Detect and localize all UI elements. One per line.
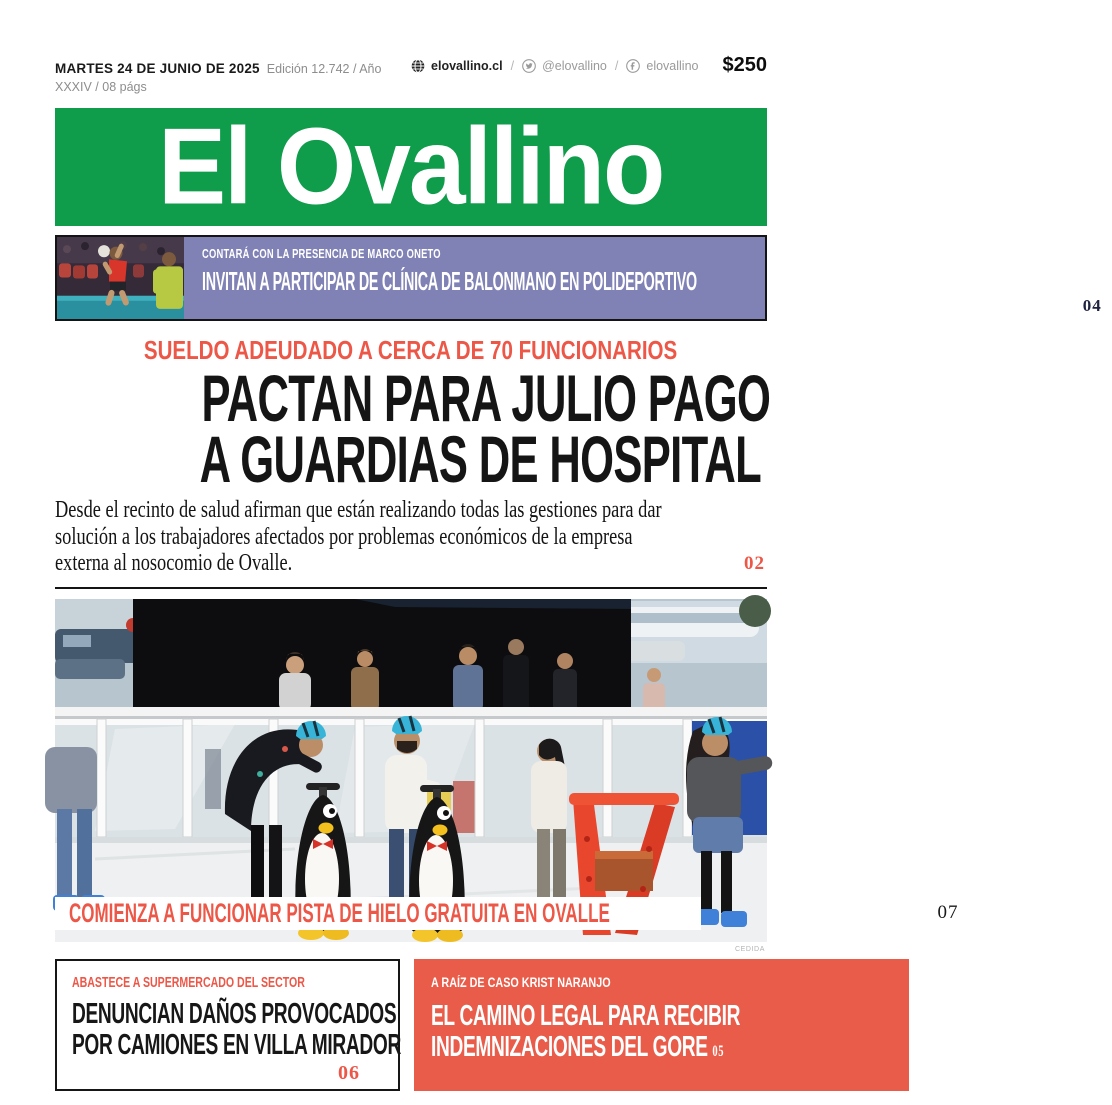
masthead: [55, 108, 767, 226]
photo-caption-text: COMIENZA A FUNCIONAR PISTA DE HIELO GRATUITA EN OVALLE: [69, 897, 610, 928]
masthead-title: El Ovallino: [158, 106, 664, 227]
lead-headline-line1: PACTAN PARA JULIO PAGO: [201, 360, 771, 435]
separator: /: [614, 58, 619, 73]
story-headline-line2: POR CAMIONES EN VILLA MIRADOR: [72, 1028, 401, 1061]
banner-body: [184, 237, 1112, 319]
handball-photo: [57, 237, 184, 319]
lead-headline: [55, 360, 771, 496]
story-kicker: A RAÍZ DE CASO KRIST NARANJO: [431, 974, 611, 990]
deck-line: Desde el recinto de salud afirman que están realizando todas las gestiones para dar: [55, 496, 662, 524]
story-villa-mirador: [55, 959, 400, 1091]
divider-rule: [55, 587, 767, 589]
price: $250: [722, 54, 767, 76]
photo-page-number: 07: [937, 902, 959, 924]
story-headline-line1: DENUNCIAN DAÑOS PROVOCADOS: [72, 997, 397, 1030]
photo-caption: [55, 897, 959, 930]
banner-kicker: CONTARÁ CON LA PRESENCIA DE MARCO ONETO: [202, 245, 441, 261]
facebook-icon: [626, 59, 640, 73]
twitter-handle: @elovallino: [542, 58, 607, 73]
facebook-handle: elovallino: [646, 58, 699, 73]
story-headline: [72, 997, 401, 1061]
story-page-number: 05: [712, 1042, 725, 1060]
deck-line: externa al nosocomio de Ovalle.: [55, 549, 293, 577]
topbar-right: [411, 54, 767, 77]
story-page-number: 06: [338, 1061, 360, 1084]
lead-deck: [55, 497, 767, 576]
story-kicker: ABASTECE A SUPERMERCADO DEL SECTOR: [72, 974, 305, 991]
lead-headline-line2: A GUARDIAS DE HOSPITAL: [199, 421, 762, 496]
bottom-stories: [55, 959, 767, 1091]
edition-info: Edición 12.742 / Año XXXIV / 08 págs: [55, 61, 382, 94]
banner-headline: INVITAN A PARTICIPAR DE CLÍNICA DE BALONMANO EN POLIDEPORTIVO: [202, 265, 697, 296]
twitter-icon: [522, 59, 536, 73]
lead-story: [55, 334, 771, 577]
banner-page-number: 04: [1082, 295, 1102, 315]
website-url: elovallino.cl: [431, 58, 503, 73]
story-headline-line1: EL CAMINO LEGAL PARA RECIBIR: [431, 999, 741, 1032]
story-headline-line2: INDEMNIZACIONES DEL GORE 05: [431, 1030, 725, 1063]
issue-info: [55, 60, 411, 96]
photo-credit: CEDIDA: [734, 945, 765, 953]
story-gore-indemnizaciones: [414, 959, 909, 1091]
deck-line: solución a los trabajadores afectados por problemas económicos de la empresa: [55, 522, 633, 550]
separator: /: [510, 58, 515, 73]
social-links: [411, 59, 698, 73]
lead-kicker: SUELDO ADEUDADO A CERCA DE 70 FUNCIONARIOS: [144, 334, 678, 365]
topbar: [55, 0, 767, 96]
lead-page-number: 02: [744, 552, 765, 574]
issue-date: MARTES 24 DE JUNIO DE 2025: [55, 60, 260, 76]
ice-rink-photo: [55, 599, 959, 942]
banner-story: [55, 235, 1102, 321]
globe-icon: [411, 59, 425, 73]
story-headline: [431, 1001, 899, 1063]
